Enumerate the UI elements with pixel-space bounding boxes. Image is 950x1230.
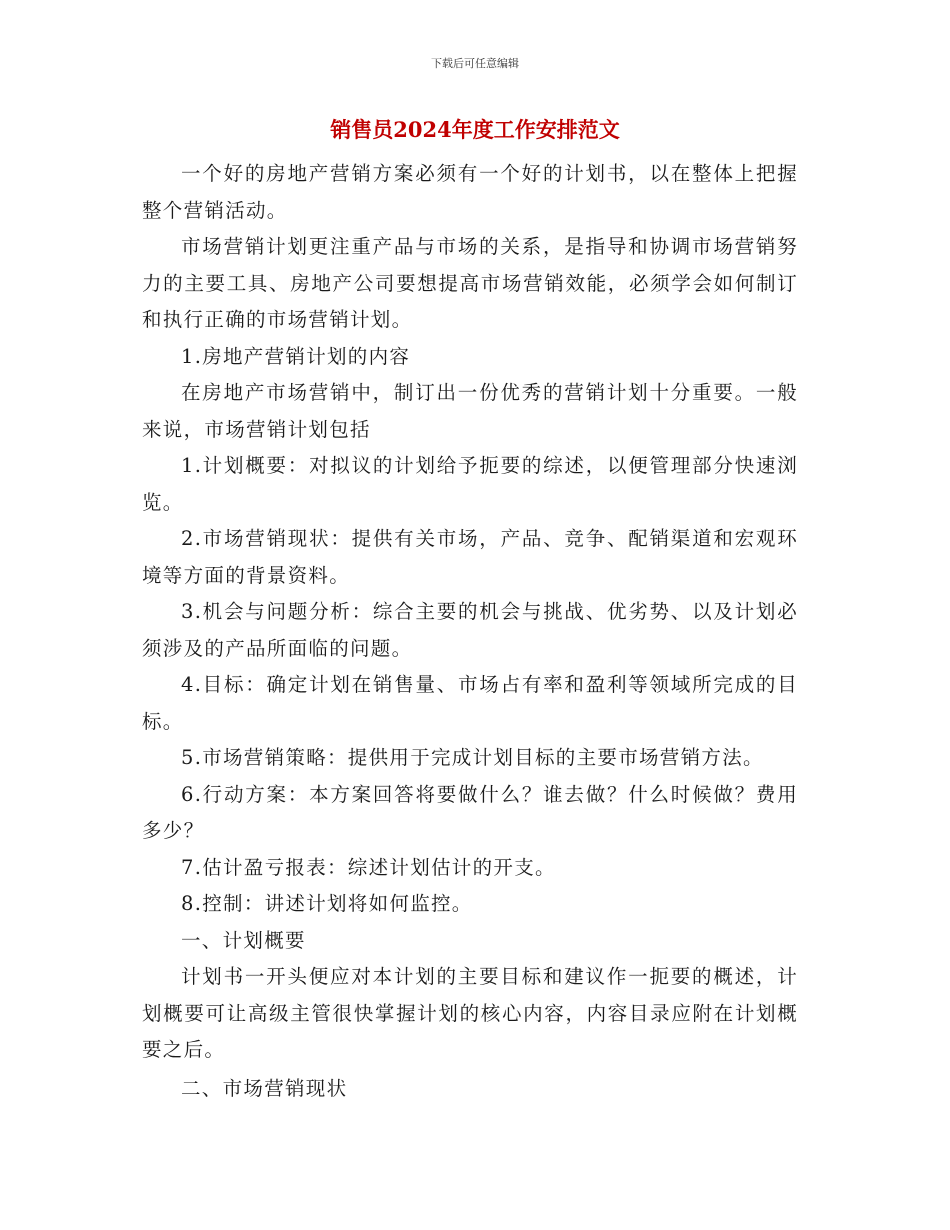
paragraph: 7.估计盈亏报表：综述计划估计的开支。 (181, 855, 556, 879)
paragraph: 5.市场营销策略：提供用于完成计划目标的主要市场营销方法。 (181, 746, 764, 769)
paragraph: 1.房地产营销计划的内容 (181, 344, 411, 368)
document-body (142, 156, 798, 1107)
section-heading: 一、计划概要 (181, 928, 306, 952)
paragraph: 3.机会与问题分析：综合主要的机会与挑战、优劣势、以及计划必须涉及的产品所面临的问题。 (142, 600, 798, 660)
paragraph: 6.行动方案：本方案回答将要做什么？谁去做？什么时候做？费用多少？ (142, 782, 798, 842)
document-title: 销售员2024年度工作安排范文 (330, 117, 620, 142)
section-heading: 二、市场营销现状 (181, 1076, 348, 1100)
paragraph: 2.市场营销现状：提供有关市场，产品、竞争、配销渠道和宏观环境等方面的背景资料。 (142, 527, 798, 587)
paragraph: 市场营销计划更注重产品与市场的关系，是指导和协调市场营销努力的主要工具、房地产公司要想提高市场营销效能，必须学会如何制订和执行正确的市场营销计划。 (142, 235, 798, 331)
paragraph: 一个好的房地产营销方案必须有一个好的计划书，以在整体上把握整个营销活动。 (142, 162, 798, 222)
page-header-note: 下载后可任意编辑 (431, 57, 519, 70)
paragraph: 计划书一开头便应对本计划的主要目标和建议作一扼要的概述，计划概要可让高级主管很快掌握计划的核心内容，内容目录应附在计划概要之后。 (142, 965, 798, 1061)
paragraph: 8.控制：讲述计划将如何监控。 (181, 892, 473, 915)
paragraph: 4.目标：确定计划在销售量、市场占有率和盈利等领域所完成的目标。 (142, 673, 798, 733)
paragraph: 1.计划概要：对拟议的计划给予扼要的综述，以便管理部分快速浏览。 (142, 454, 798, 514)
paragraph: 在房地产市场营销中，制订出一份优秀的营销计划十分重要。一般来说，市场营销计划包括 (142, 381, 798, 441)
